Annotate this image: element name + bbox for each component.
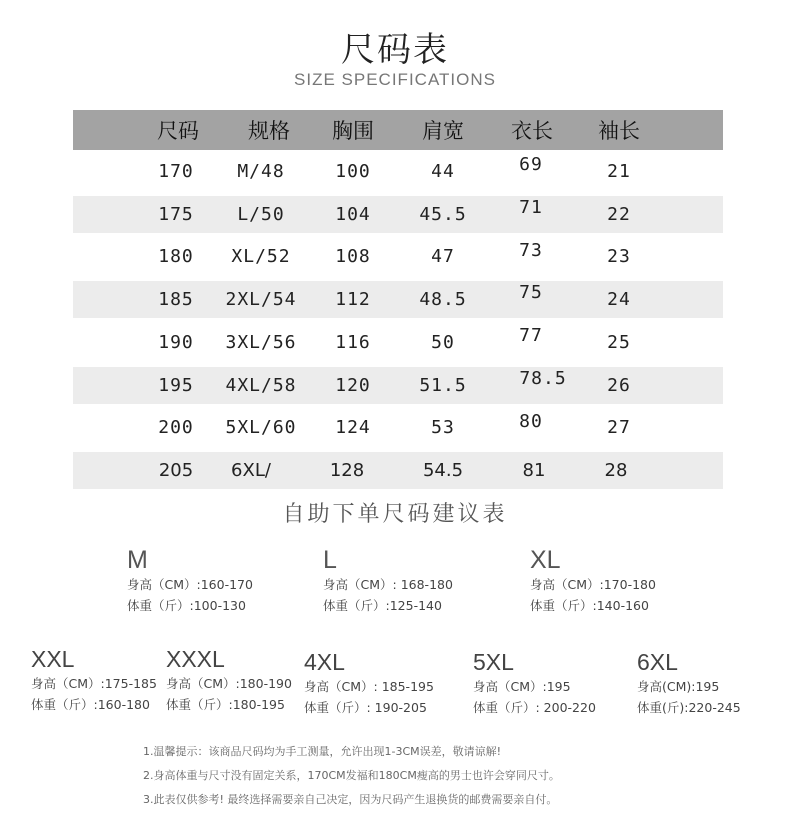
size-label: XXXL <box>166 646 225 672</box>
note-line: 3.此表仅供参考! 最终选择需要亲自己决定，因为尺码产生退换货的邮费需要亲自付。 <box>143 793 558 806</box>
size-table <box>73 110 723 492</box>
size-label: XL <box>530 546 561 574</box>
size-card-5xl <box>473 648 596 718</box>
cell-length: 78.5 <box>519 367 567 389</box>
cell-shoulder: 48.5 <box>419 289 467 311</box>
cell-shoulder: 51.5 <box>419 374 467 396</box>
weight-range: 体重（斤）: 190-205 <box>304 700 427 715</box>
height-range: 身高（CM）:160-170 <box>127 577 253 592</box>
cell-shoulder: 47 <box>431 246 455 268</box>
size-card-xxl <box>31 645 157 715</box>
table-row <box>73 278 723 321</box>
cell-spec: 3XL/56 <box>225 331 297 353</box>
cell-sleeve: 26 <box>607 374 631 396</box>
cell-chest: 108 <box>335 246 371 268</box>
cell-shoulder: 50 <box>431 331 455 353</box>
height-range: 身高（CM）:195 <box>473 679 571 694</box>
height-range: 身高(CM):195 <box>637 679 720 694</box>
table-row <box>73 321 723 364</box>
header-cell-length: 衣长 <box>511 119 553 143</box>
weight-range: 体重（斤）:180-195 <box>166 697 285 712</box>
header-cell-shoulder: 肩宽 <box>422 119 464 143</box>
cell-length: 77 <box>519 325 543 346</box>
cell-size: 195 <box>158 374 194 396</box>
height-range: 身高（CM）:175-185 <box>31 676 157 691</box>
cell-chest: 128 <box>329 460 365 482</box>
cell-sleeve: 25 <box>607 331 631 353</box>
height-range: 身高（CM）:170-180 <box>530 577 656 592</box>
table-row <box>73 236 723 279</box>
size-label: 5XL <box>473 649 514 675</box>
cell-shoulder: 44 <box>431 160 455 182</box>
table-row <box>73 364 723 407</box>
cell-chest: 124 <box>335 417 371 439</box>
size-label: XXL <box>31 646 75 672</box>
cell-sleeve: 23 <box>607 246 631 268</box>
cell-length: 81 <box>522 460 546 482</box>
header-cell-chest: 胸围 <box>332 119 374 143</box>
cell-size: 205 <box>158 460 194 482</box>
size-label: M <box>127 546 148 574</box>
cell-chest: 100 <box>335 160 371 182</box>
cell-sleeve: 27 <box>607 417 631 439</box>
cell-spec: M/48 <box>237 160 285 182</box>
page-subtitle: SIZE SPECIFICATIONS <box>294 70 496 89</box>
size-label: L <box>323 546 337 574</box>
cell-spec: 4XL/58 <box>225 374 297 396</box>
size-card-6xl <box>637 648 741 718</box>
cell-size: 200 <box>158 417 194 439</box>
cell-shoulder: 53 <box>431 417 455 439</box>
size-card-l <box>323 546 453 616</box>
size-card-xxxl <box>166 645 292 715</box>
cell-shoulder: 45.5 <box>419 203 467 225</box>
cell-chest: 112 <box>335 289 371 311</box>
header-cell-sleeve: 袖长 <box>598 119 640 143</box>
cell-length: 69 <box>519 154 543 175</box>
header-cell-spec: 规格 <box>248 119 290 143</box>
cell-chest: 116 <box>335 331 371 353</box>
cell-length: 75 <box>519 282 543 304</box>
cell-spec: 2XL/54 <box>225 289 297 311</box>
cell-chest: 120 <box>335 374 371 396</box>
cell-size: 180 <box>158 246 194 268</box>
table-row <box>73 193 723 236</box>
cell-sleeve: 22 <box>607 203 631 225</box>
note-line: 2.身高体重与尺寸没有固定关系，170CM发福和180CM瘦高的男士也许会穿同尺寸。 <box>143 769 560 782</box>
weight-range: 体重（斤）:100-130 <box>127 598 246 613</box>
cell-size: 185 <box>158 289 194 311</box>
size-card-m <box>127 546 253 616</box>
table-row <box>73 150 723 193</box>
cell-length: 71 <box>519 196 543 218</box>
cell-size: 170 <box>158 160 194 182</box>
cell-size: 175 <box>158 203 194 225</box>
cell-spec: 6XL/ <box>231 460 271 482</box>
size-label: 6XL <box>637 649 678 675</box>
height-range: 身高（CM）: 185-195 <box>304 679 434 694</box>
cell-spec: 5XL/60 <box>225 417 297 439</box>
cell-size: 190 <box>158 331 194 353</box>
size-card-xl <box>530 546 656 616</box>
cell-sleeve: 24 <box>607 289 631 311</box>
size-card-4xl <box>304 648 434 718</box>
height-range: 身高（CM）:180-190 <box>166 676 292 691</box>
cell-sleeve: 28 <box>604 460 628 482</box>
cell-spec: L/50 <box>237 203 285 225</box>
page-title: 尺码表 <box>341 30 449 70</box>
weight-range: 体重（斤）:140-160 <box>530 598 649 613</box>
cell-spec: XL/52 <box>231 246 291 268</box>
cell-length: 80 <box>519 410 543 432</box>
height-range: 身高（CM）: 168-180 <box>323 577 453 592</box>
weight-range: 体重(斤):220-245 <box>637 700 741 715</box>
weight-range: 体重（斤）: 200-220 <box>473 700 596 715</box>
cell-shoulder: 54.5 <box>422 460 464 482</box>
cell-length: 73 <box>519 239 543 261</box>
weight-range: 体重（斤）:125-140 <box>323 598 442 613</box>
cell-chest: 104 <box>335 203 371 225</box>
header-cell-size: 尺码 <box>157 119 199 143</box>
cell-sleeve: 21 <box>607 160 631 182</box>
table-row <box>73 449 723 492</box>
note-line: 1.温馨提示：该商品尺码均为手工测量，允许出现1-3CM误差，敬请谅解! <box>143 745 502 758</box>
size-label: 4XL <box>304 649 345 675</box>
weight-range: 体重（斤）:160-180 <box>31 697 150 712</box>
guide-title: 自助下单尺码建议表 <box>282 502 508 527</box>
table-header <box>73 110 723 150</box>
table-row <box>73 407 723 450</box>
